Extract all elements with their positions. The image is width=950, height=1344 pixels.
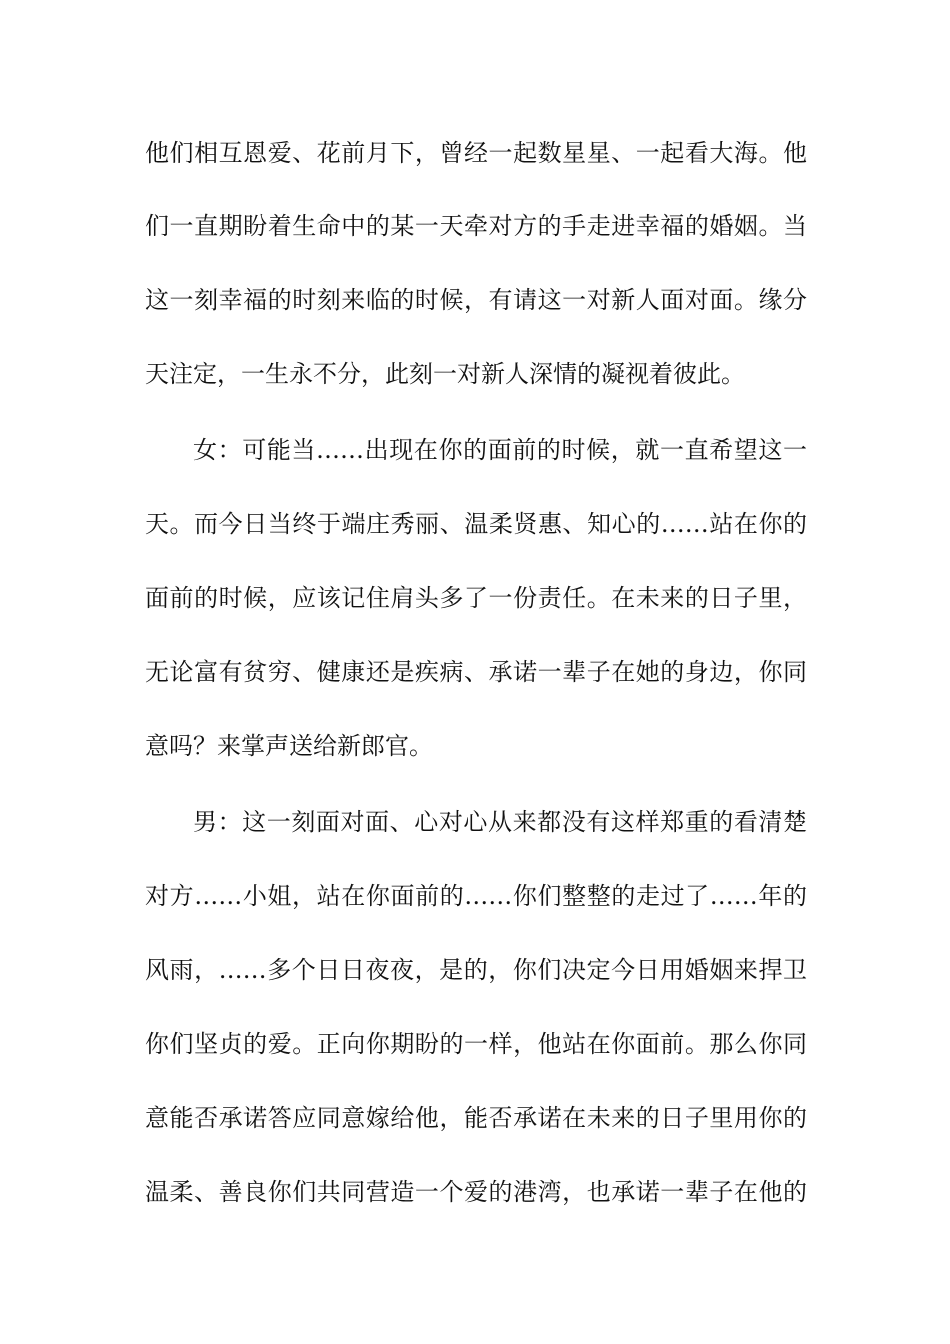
- paragraph-line: 女：可能当……出现在你的面前的时候，就一直希望这一: [193, 436, 807, 464]
- paragraph-line: 他们相互恩爱、花前月下，曾经一起数星星、一起看大海。他: [145, 139, 807, 167]
- paragraph-line: 风雨，……多个日日夜夜，是的，你们决定今日用婚姻来捍卫: [145, 956, 807, 984]
- paragraph-line: 这一刻幸福的时刻来临的时候，有请这一对新人面对面。缘分: [145, 286, 807, 314]
- paragraph-line: 男：这一刻面对面、心对心从来都没有这样郑重的看清楚: [193, 808, 807, 836]
- paragraph-line: 对方……小姐，站在你面前的……你们整整的走过了……年的: [145, 882, 807, 910]
- paragraph-line: 无论富有贫穷、健康还是疾病、承诺一辈子在她的身边，你同: [145, 658, 807, 686]
- paragraph-line: 面前的时候，应该记住肩头多了一份责任。在未来的日子里，: [145, 584, 807, 612]
- paragraph-line: 温柔、善良你们共同营造一个爱的港湾，也承诺一辈子在他的: [145, 1178, 807, 1206]
- paragraph-line: 意吗？来掌声送给新郎官。: [145, 732, 433, 760]
- paragraph-line: 意能否承诺答应同意嫁给他，能否承诺在未来的日子里用你的: [145, 1104, 807, 1132]
- paragraph-line: 天。而今日当终于端庄秀丽、温柔贤惠、知心的……站在你的: [145, 510, 807, 538]
- paragraph-line: 你们坚贞的爱。正向你期盼的一样，他站在你面前。那么你同: [145, 1030, 807, 1058]
- paragraph-line: 们一直期盼着生命中的某一天牵对方的手走进幸福的婚姻。当: [145, 212, 807, 240]
- paragraph-line: 天注定，一生永不分，此刻一对新人深情的凝视着彼此。: [145, 360, 745, 388]
